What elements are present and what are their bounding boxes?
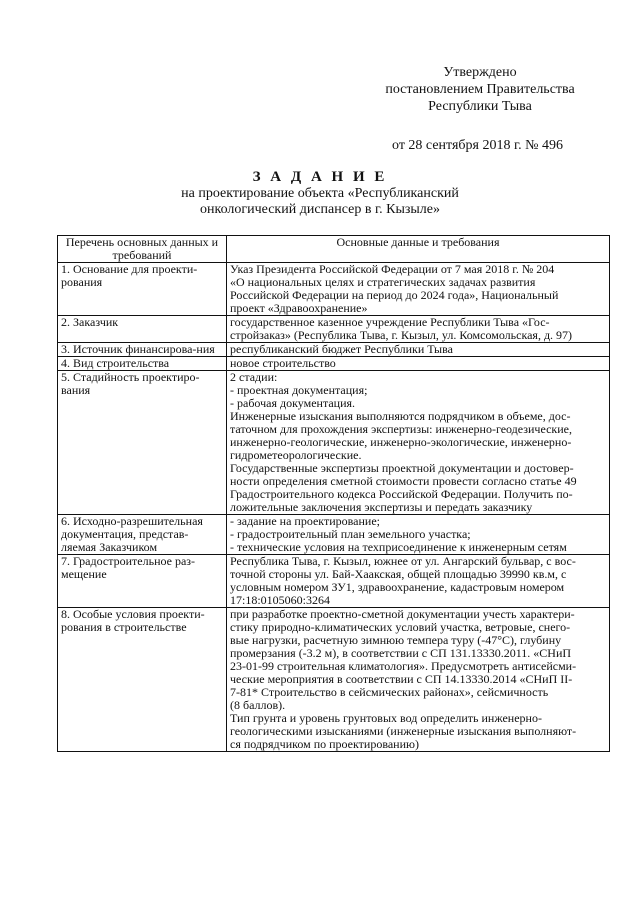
- row-label: 5. Стадийность проектиро-вания: [58, 371, 227, 515]
- approval-line: постановлением Правительства: [385, 82, 575, 97]
- row-label: 6. Исходно-разрешительная документация, представ-ляемая Заказчиком: [58, 515, 227, 555]
- content-line: - технические условия на техприсоединение к инженерным сетям: [230, 540, 567, 554]
- content-line: ложительные заключения экспертизы и передать заказчику: [230, 500, 533, 514]
- content-line: Государственные экспертизы проектной документации и достовер-: [230, 461, 574, 475]
- row-label: 1. Основание для проекти-рования: [58, 263, 227, 316]
- content-line: - проектная документация;: [230, 383, 368, 397]
- content-line: ся подрядчиком по проектированию): [230, 737, 419, 751]
- content-line: при разработке проектно-сметной документации учесть характери-: [230, 607, 575, 621]
- content-line: Тип грунта и уровень грунтовых вод определить инженерно-: [230, 711, 542, 725]
- content-line: вые нагрузки, расчетную зимнюю темпера туру (-47°С), глубину: [230, 633, 562, 647]
- content-line: - задание на проектирование;: [230, 514, 380, 528]
- content-line: (8 баллов).: [230, 698, 286, 712]
- content-line: условным номером ЗУ1, здравоохранение, кадастровым номером: [230, 580, 565, 594]
- approval-block: [380, 64, 580, 115]
- content-line: новое строительство: [230, 356, 336, 370]
- content-line: ности определения сметной стоимости провести согласно статье 49: [230, 474, 577, 488]
- document-title: [0, 168, 640, 218]
- row-content: [227, 555, 610, 608]
- row-label: 2. Заказчик: [58, 316, 227, 343]
- requirements-table: [57, 235, 610, 752]
- content-line: 17:18:0105060:3264: [230, 593, 331, 607]
- content-line: стройзаказ» (Республика Тыва, г. Кызыл, ул. Комсомольская, д. 97): [230, 328, 573, 342]
- content-line: Указ Президента Российской Федерации от 7 мая 2018 г. № 204: [230, 262, 555, 276]
- row-label: 7. Градостроительное раз-мещение: [58, 555, 227, 608]
- content-line: ческие мероприятия в соответствии с СП 14.13330.2014 «СНиП II-: [230, 672, 573, 686]
- content-line: - градостроительный план земельного участка;: [230, 527, 471, 541]
- decree-date: от 28 сентября 2018 г. № 496: [392, 138, 563, 153]
- content-line: проект «Здравоохранение»: [230, 301, 368, 315]
- column-header: Перечень основных данных и требований: [58, 236, 227, 263]
- row-content: [227, 515, 610, 555]
- content-line: республиканский бюджет Республики Тыва: [230, 342, 453, 356]
- table-row: [58, 608, 610, 752]
- row-content: [227, 371, 610, 515]
- title-subtitle-line: на проектирование объекта «Республиканский: [181, 186, 459, 201]
- content-line: стику природно-климатических условий участка, ветровые, снего-: [230, 620, 571, 634]
- row-content: [227, 343, 610, 357]
- content-line: 23-01-99 строительная климатология». Предусмотреть антисейсми-: [230, 659, 577, 673]
- content-line: «О национальных целях и стратегических задачах развития: [230, 275, 536, 289]
- content-line: точной стороны ул. Бай-Хаакская, общей площадью 39990 кв.м, с: [230, 567, 567, 581]
- title-subtitle-line: онкологический диспансер в г. Кызыле»: [199, 202, 440, 217]
- approval-line: Утверждено: [443, 65, 517, 80]
- content-line: 2 стадии:: [230, 370, 278, 384]
- content-line: промерзания (-3.2 м), в соответствии с СП 131.13330.2011. «СНиП: [230, 646, 572, 660]
- row-content: [227, 316, 610, 343]
- row-label: 8. Особые условия проекти-рования в строительстве: [58, 608, 227, 752]
- table-body: [58, 263, 610, 752]
- title-heading: З А Д А Н И Е: [252, 169, 388, 185]
- content-line: таточном для прохождения экспертизы: инженерно-геодезические,: [230, 422, 572, 436]
- content-line: Республика Тыва, г. Кызыл, южнее от ул. Ангарский бульвар, с вос-: [230, 554, 576, 568]
- content-line: инженерно-геологические, инженерно-экологические, инженерно-: [230, 435, 572, 449]
- table-row: [58, 357, 610, 371]
- table-row: [58, 371, 610, 515]
- table-header-row: [58, 236, 610, 263]
- row-label: 3. Источник финансирова-ния: [58, 343, 227, 357]
- content-line: Инженерные изыскания выполняются подрядчиком в объеме, дос-: [230, 409, 571, 423]
- table-row: [58, 263, 610, 316]
- row-content: [227, 608, 610, 752]
- content-line: Российской Федерации на период до 2024 года», Национальный: [230, 288, 559, 302]
- content-line: 7-81* Строительство в сейсмических районах», сейсмичность: [230, 685, 549, 699]
- content-line: гидрометеорологические.: [230, 448, 362, 462]
- table-row: [58, 515, 610, 555]
- content-line: геологическими изысканиями (инженерные изыскания выполняют-: [230, 724, 577, 738]
- content-line: государственное казенное учреждение Республики Тыва «Гос-: [230, 315, 550, 329]
- row-content: [227, 263, 610, 316]
- approval-line: Республики Тыва: [428, 99, 532, 114]
- content-line: Градостроительного кодекса Российской Федерации. Получить по-: [230, 487, 573, 501]
- row-label: 4. Вид строительства: [58, 357, 227, 371]
- content-line: - рабочая документация.: [230, 396, 356, 410]
- table-row: [58, 343, 610, 357]
- table-row: [58, 555, 610, 608]
- row-content: [227, 357, 610, 371]
- table-row: [58, 316, 610, 343]
- column-header: Основные данные и требования: [227, 236, 610, 263]
